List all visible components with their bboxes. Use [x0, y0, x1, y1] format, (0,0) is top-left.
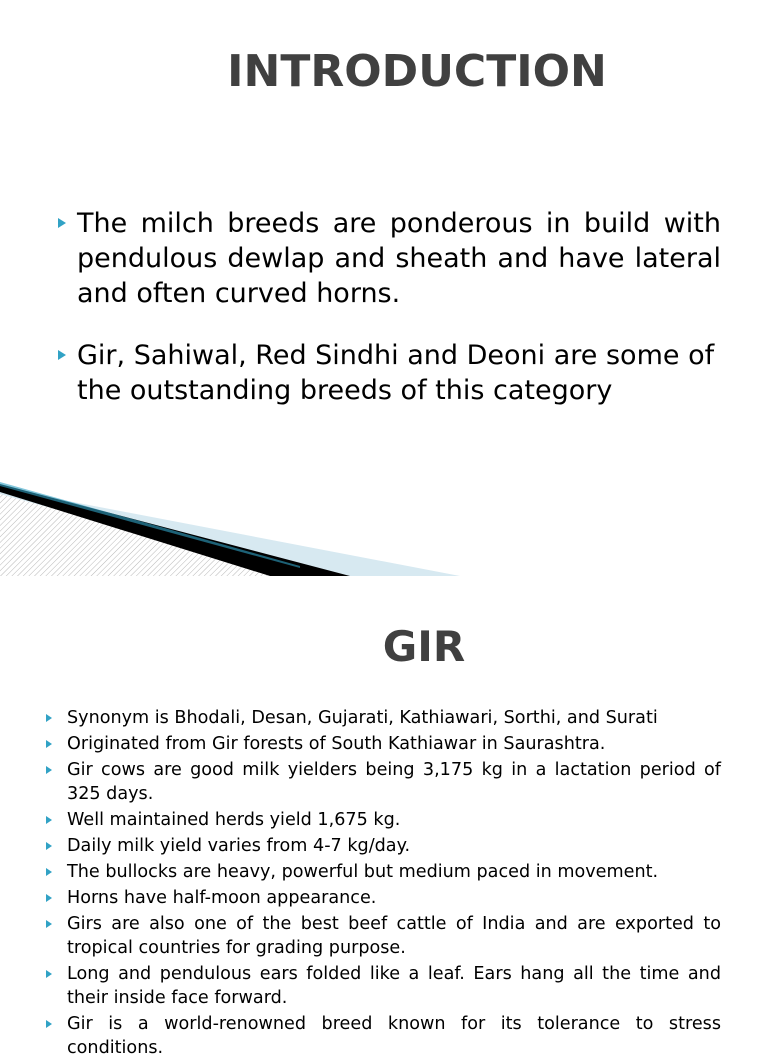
triangle-bullet-icon [46, 714, 52, 722]
triangle-bullet-icon [46, 766, 52, 774]
bullet-text: Girs are also one of the best beef cattle of India and are exported to tropical countries for grading purpose. [67, 914, 721, 958]
bullet-list [44, 706, 721, 1062]
triangle-bullet-icon [46, 842, 52, 850]
list-item [44, 706, 721, 730]
bullet-text: Synonym is Bhodali, Desan, Gujarati, Kathiawari, Sorthi, and Surati [67, 708, 658, 728]
slide-gir [0, 576, 768, 1058]
list-item [44, 834, 721, 858]
decorative-swoosh [0, 480, 460, 576]
bullet-text: Daily milk yield varies from 4-7 kg/day. [67, 836, 411, 856]
list-item [44, 962, 721, 1010]
list-item [44, 886, 721, 910]
bullet-text: Long and pendulous ears folded like a leaf. Ears hang all the time and their inside face forward. [67, 964, 721, 1008]
triangle-bullet-icon [46, 740, 52, 748]
slide-title: INTRODUCTION [227, 46, 607, 97]
bullet-text: Well maintained herds yield 1,675 kg. [67, 810, 401, 830]
bullet-text: Originated from Gir forests of South Kathiawar in Saurashtra. [67, 734, 606, 754]
bullet-text: Gir cows are good milk yielders being 3,175 kg in a lactation period of 325 days. [67, 760, 721, 804]
triangle-bullet-icon [46, 816, 52, 824]
bullet-text: The milch breeds are ponderous in build with pendulous dewlap and sheath and have lateral and often curved horns. [77, 208, 721, 309]
triangle-bullet-icon [58, 218, 66, 228]
bullet-text: Gir, Sahiwal, Red Sindhi and Deoni are some of the outstanding breeds of this category [77, 340, 715, 406]
list-item [44, 912, 721, 960]
list-item [56, 206, 721, 311]
triangle-bullet-icon [46, 920, 52, 928]
triangle-bullet-icon [46, 1020, 52, 1028]
list-item [44, 808, 721, 832]
triangle-bullet-icon [46, 868, 52, 876]
list-item [56, 338, 721, 408]
bullet-text: Horns have half-moon appearance. [67, 888, 377, 908]
list-item [44, 732, 721, 756]
triangle-bullet-icon [58, 350, 66, 360]
list-item [44, 860, 721, 884]
bullet-text: Gir is a world-renowned breed known for its tolerance to stress conditions. [67, 1014, 721, 1058]
triangle-bullet-icon [46, 894, 52, 902]
triangle-bullet-icon [46, 970, 52, 978]
bullet-text: The bullocks are heavy, powerful but medium paced in movement. [67, 862, 659, 882]
list-item [44, 758, 721, 806]
slide-title: GIR [382, 622, 466, 671]
bullet-list [56, 206, 721, 435]
list-item [44, 1012, 721, 1060]
